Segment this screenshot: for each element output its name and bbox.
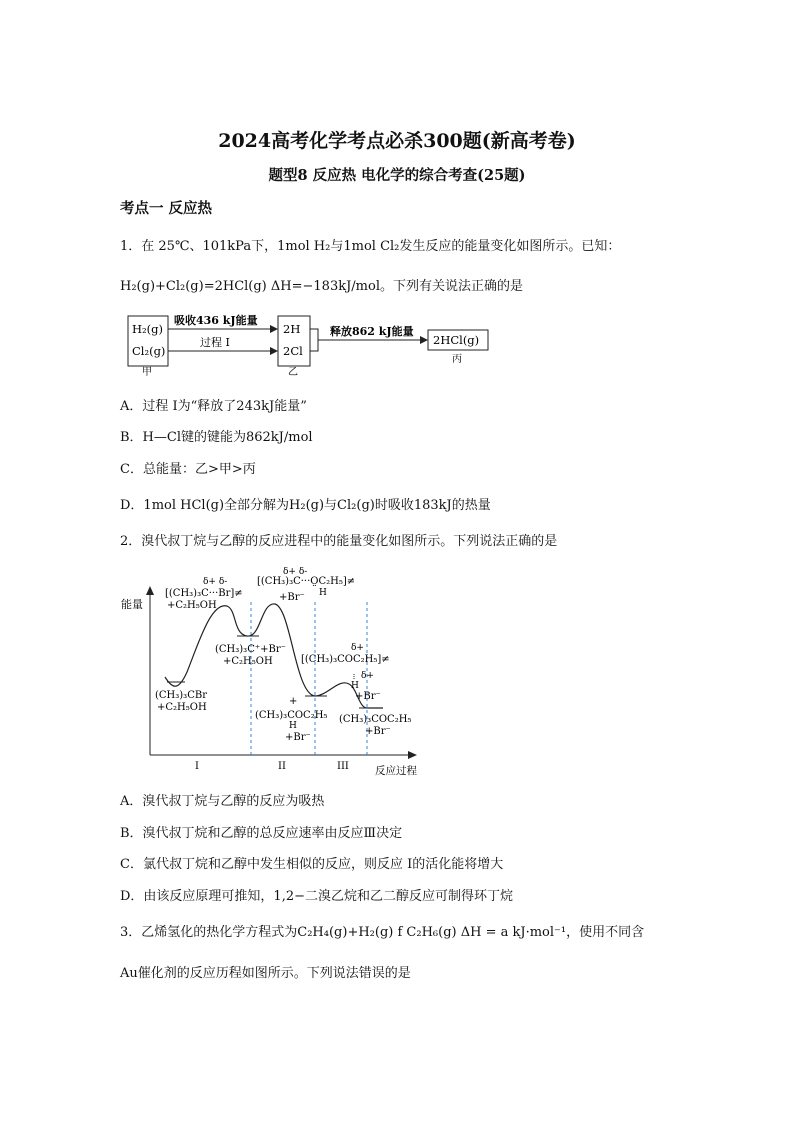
ts1-line2: +C₂H₅OH — [167, 600, 217, 611]
ts3-charge2: δ+ — [361, 671, 374, 681]
q2-energy-profile — [115, 562, 435, 780]
q1-energy-diagram — [120, 308, 510, 378]
reactant-line2: +C₂H₅OH — [157, 702, 207, 713]
document-subtitle: 题型8 反应热 电化学的综合考查(25题) — [268, 167, 526, 184]
x-axis-arrow — [408, 751, 417, 759]
int1-line2: +C₂H₅OH — [223, 656, 273, 667]
arrowhead-bottom — [270, 347, 278, 355]
int2-line2: +Br⁻ — [285, 732, 311, 743]
box3-text: 2HCl(g) — [433, 333, 480, 347]
q1-option-a: A．过程 I为“释放了243kJ能量” — [120, 399, 307, 414]
product-line2: +Br⁻ — [365, 726, 391, 737]
q1-option-d: D．1mol HCl(g)全部分解为H₂(g)与Cl₂(g)时吸收183kJ的热量 — [120, 498, 491, 513]
ts2-line1: [(CH₃)₃C···O̤C₂H₅]≠ — [257, 576, 356, 587]
int1-line1: (CH₃)₃C⁺+Br⁻ — [215, 644, 286, 655]
box1-line2: Cl₂(g) — [132, 344, 166, 358]
y-axis-label: 能量 — [121, 598, 143, 611]
q1-stem-line1: 1．在 25℃、101kPa下，1mol H₂与1mol Cl₂发生反应的能量变化如图所示。已知： — [120, 239, 621, 254]
q3-stem-line1: 3．乙烯氢化的热化学方程式为C₂H₄(g)+H₂(g) f C₂H₆(g) ΔH = a kJ·mol⁻¹，使用不同含 — [120, 925, 645, 940]
reactant-line1: (CH₃)₃CBr — [155, 690, 207, 701]
q1-stem-line2: H₂(g)+Cl₂(g)=2HCl(g) ΔH=−183kJ/mol。下列有关说法正确的是 — [120, 279, 523, 294]
box2-line1: 2H — [283, 322, 301, 336]
x-axis-label: 反应过程 — [375, 765, 417, 777]
arrowhead-top — [270, 325, 278, 333]
box3-label: 丙 — [452, 354, 462, 365]
box2-label: 乙 — [288, 367, 298, 378]
q3-stem-line2: Au催化剂的反应历程如图所示。下列说法错误的是 — [120, 966, 411, 981]
q1-option-b: B．H—Cl键的键能为862kJ/mol — [120, 430, 313, 445]
ts1-charges: δ+ δ- — [203, 577, 228, 587]
ts1-line1: [(CH₃)₃C···Br]≠ — [165, 588, 243, 599]
y-axis-arrow — [146, 586, 154, 595]
q2-option-b: B．溴代叔丁烷和乙醇的总反应速率由反应Ⅲ决定 — [120, 826, 403, 841]
region-label-1: I — [195, 761, 199, 772]
q1-option-c: C．总能量：乙>甲>丙 — [120, 462, 256, 477]
ts3-charge: δ+ — [351, 643, 364, 653]
int2-plus: + — [289, 696, 298, 707]
box2-line2: 2Cl — [283, 344, 303, 358]
product-line1: (CH₃)₃COC₂H₅ — [339, 714, 412, 725]
document-title: 2024高考化学考点必杀300题(新高考卷) — [218, 130, 576, 152]
ts3-line2: +Br⁻ — [355, 691, 381, 702]
ts2-h: H — [319, 588, 327, 598]
int2-h: H — [289, 721, 297, 731]
ts2-charges: δ+ δ- — [283, 567, 308, 577]
arrow-right-label: 释放862 kJ能量 — [330, 325, 414, 338]
region-label-2: II — [278, 761, 286, 772]
arrowhead-right — [420, 336, 428, 344]
arrow-bottom-label: 过程 I — [200, 336, 230, 349]
box1-line1: H₂(g) — [132, 322, 163, 336]
ts3-line1: [(CH₃)₃COC₂H₅]≠ — [301, 654, 390, 665]
region-label-3: III — [337, 761, 349, 772]
arrow-top-label: 吸收436 kJ能量 — [174, 314, 258, 327]
ts3-h: H — [351, 681, 359, 691]
box1-label: 甲 — [142, 367, 152, 378]
q2-stem: 2．溴代叔丁烷与乙醇的反应进程中的能量变化如图所示。下列说法正确的是 — [120, 534, 558, 549]
q2-option-c: C．氯代叔丁烷和乙醇中发生相似的反应，则反应 I的活化能将增大 — [120, 857, 504, 872]
ts2-line2: +Br⁻ — [279, 592, 305, 603]
section-heading: 考点一 反应热 — [120, 200, 213, 217]
q2-option-d: D．由该反应原理可推知，1,2−二溴乙烷和乙二醇反应可制得环丁烷 — [120, 889, 513, 904]
int2-line1: (CH₃)₃COC₂H₅ — [255, 710, 328, 721]
q2-option-a: A．溴代叔丁烷与乙醇的反应为吸热 — [120, 794, 325, 809]
